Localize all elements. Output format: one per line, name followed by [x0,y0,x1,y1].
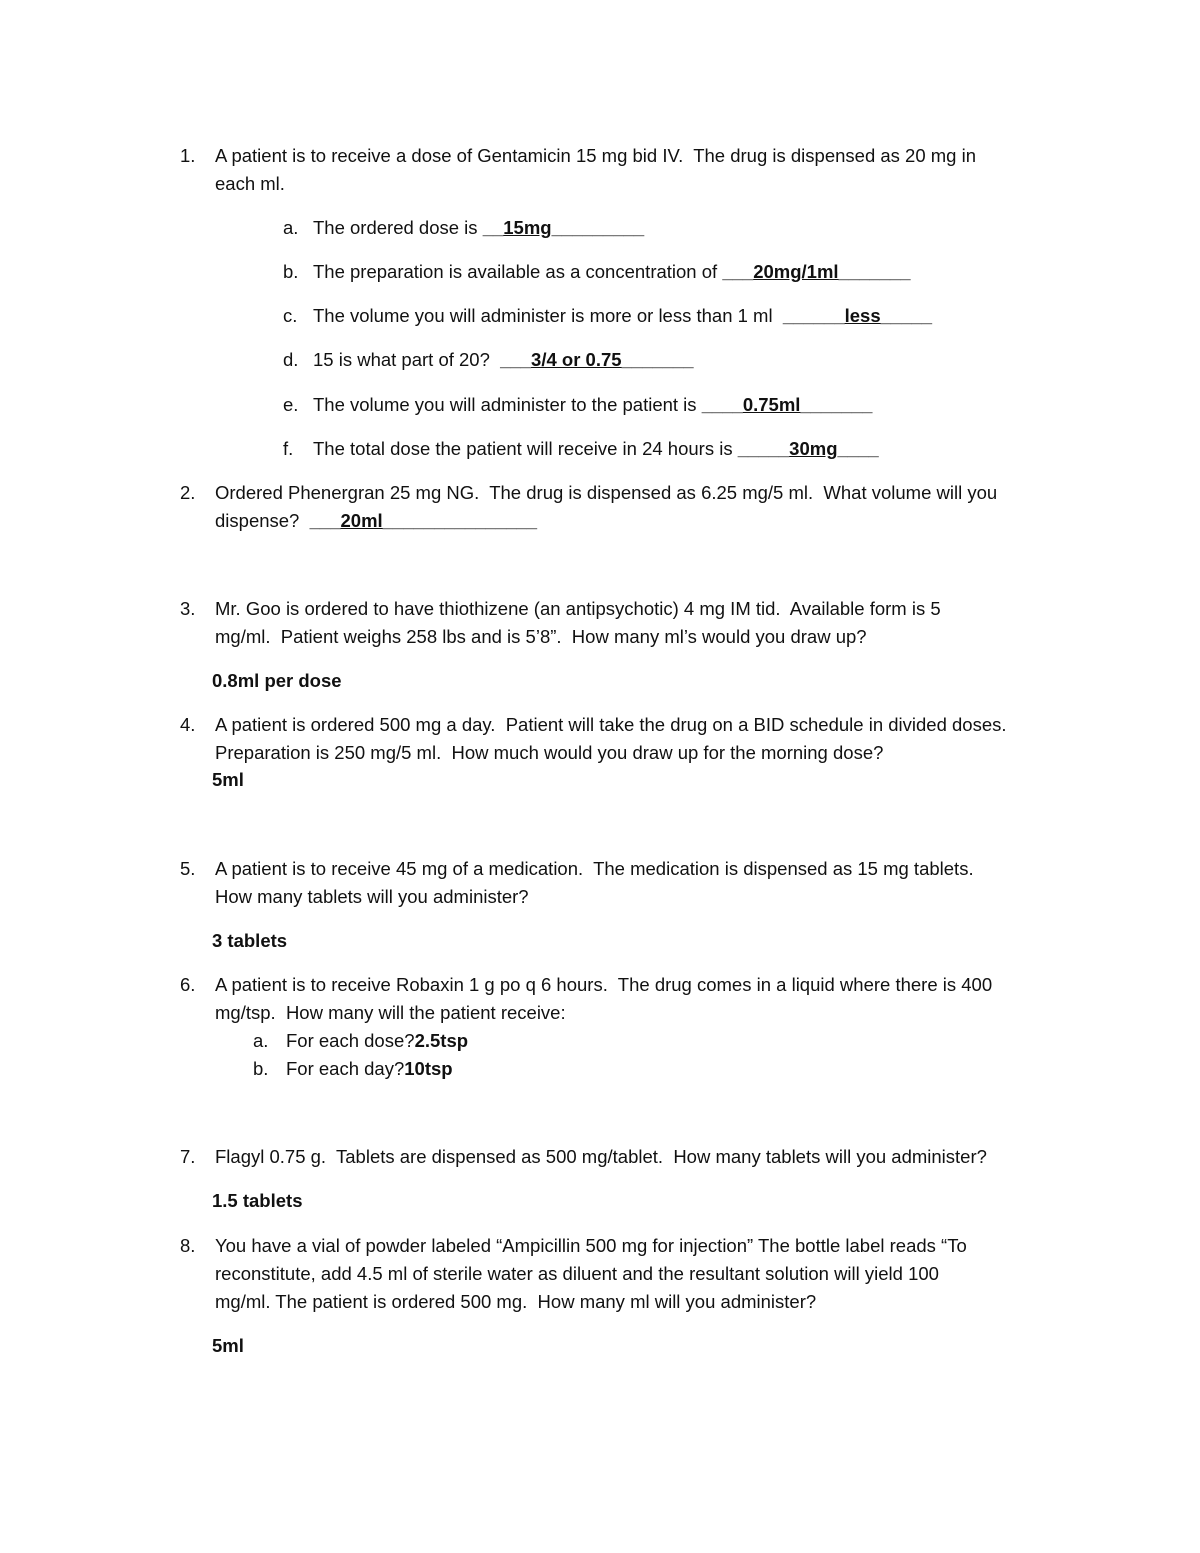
answer-blank [500,349,693,370]
answer-text: 20mg/1ml [753,261,839,282]
answer-blank [310,510,537,531]
blank-underline: ___ [500,349,532,370]
question-number: 6. [180,974,196,995]
question-text: reconstitute, add 4.5 ml of sterile water as diluent and the resultant solution will yield 100 [215,1263,939,1284]
subitem-1d [313,348,694,372]
blank-underline: _____ [737,438,790,459]
question-text: mg/tsp. How many will the patient receive: [215,1002,566,1023]
blank-underline: ____ [837,438,879,459]
subitem-1a [313,216,644,240]
answer-text: 10tsp [404,1058,453,1079]
answer-blank [483,217,645,238]
subitem-text: For each day? [286,1058,405,1079]
subitem-letter: a. [253,1030,269,1051]
subitem-6b [286,1057,453,1081]
answer-blank [702,394,873,415]
subitem-text: The preparation is available as a concentration of [313,261,723,282]
blank-underline: _____ [880,305,933,326]
question-text: Ordered Phenergran 25 mg NG. The drug is dispensed as 6.25 mg/5 ml. What volume will you [215,482,998,503]
answer-text: 3/4 or 0.75 [531,349,622,370]
subitem-6a [286,1029,468,1053]
answer-text: 15mg [503,217,552,238]
answer-text: 2.5tsp [414,1030,469,1051]
blank-underline: ____ [701,394,743,415]
answer-text: 0.8ml per dose [212,670,342,691]
blank-underline: _______ [800,394,873,415]
blank-underline: ___ [722,261,754,282]
subitem-text: The ordered dose is [313,217,483,238]
blank-underline: ______ [782,305,845,326]
subitem-letter: e. [283,394,299,415]
question-number: 5. [180,858,196,879]
subitem-text: The total dose the patient will receive in 24 hours is [313,438,738,459]
question-number: 7. [180,1146,196,1167]
subitem-text: The volume you will administer is more or less than 1 ml [313,305,783,326]
question-text: Mr. Goo is ordered to have thiothizene (an antipsychotic) 4 mg IM tid. Available form is 5 [215,598,941,619]
question-text: Preparation is 250 mg/5 ml. How much would you draw up for the morning dose? [215,742,884,763]
blank-underline: _________ [551,217,645,238]
question-text: A patient is ordered 500 mg a day. Patient will take the drug on a BID schedule in divided doses. [215,714,1007,735]
subitem-text: 15 is what part of 20? [313,349,501,370]
blank-underline: __ [482,217,504,238]
subitem-letter: a. [283,217,299,238]
subitem-1c [313,304,932,328]
subitem-letter: c. [283,305,298,326]
question-text-with-answer [215,509,537,533]
question-number: 3. [180,598,196,619]
answer-blank [738,438,879,459]
question-text: You have a vial of powder labeled “Ampicillin 500 mg for injection” The bottle label reads “To [215,1235,967,1256]
question-text: mg/ml. The patient is ordered 500 mg. How many ml will you administer? [215,1291,817,1312]
subitem-letter: b. [253,1058,269,1079]
subitem-1f [313,437,879,461]
subitem-letter: b. [283,261,299,282]
question-text: How many tablets will you administer? [215,886,529,907]
question-text: mg/ml. Patient weighs 258 lbs and is 5’8”. How many ml’s would you draw up? [215,626,867,647]
blank-underline: _______________ [382,510,538,531]
answer-blank [722,261,910,282]
question-number: 4. [180,714,196,735]
blank-underline: ___ [309,510,341,531]
answer-text: 5ml [212,769,244,790]
answer-blank [783,305,932,326]
subitem-1e [313,393,872,417]
question-text: Flagyl 0.75 g. Tablets are dispensed as 500 mg/tablet. How many tablets will you administer? [215,1146,987,1167]
question-number: 8. [180,1235,196,1256]
subitem-1b [313,260,911,284]
blank-underline: _______ [621,349,694,370]
question-text: A patient is to receive Robaxin 1 g po q 6 hours. The drug comes in a liquid where there is 400 [215,974,993,995]
blank-underline: _______ [838,261,911,282]
subitem-letter: d. [283,349,299,370]
answer-text: 5ml [212,1335,244,1356]
question-text: each ml. [215,173,285,194]
answer-text: 30mg [789,438,838,459]
answer-text: less [844,305,881,326]
subitem-letter: f. [283,438,294,459]
question-text: A patient is to receive a dose of Gentamicin 15 mg bid IV. The drug is dispensed as 20 mg in [215,145,977,166]
answer-text: 1.5 tablets [212,1190,303,1211]
question-text: dispense? [215,510,310,531]
answer-text: 3 tablets [212,930,288,951]
subitem-text: The volume you will administer to the patient is [313,394,702,415]
answer-text: 20ml [340,510,383,531]
question-number: 1. [180,145,196,166]
question-text: A patient is to receive 45 mg of a medication. The medication is dispensed as 15 mg tablets. [215,858,974,879]
answer-text: 0.75ml [742,394,801,415]
question-number: 2. [180,482,196,503]
subitem-text: For each dose? [286,1030,415,1051]
